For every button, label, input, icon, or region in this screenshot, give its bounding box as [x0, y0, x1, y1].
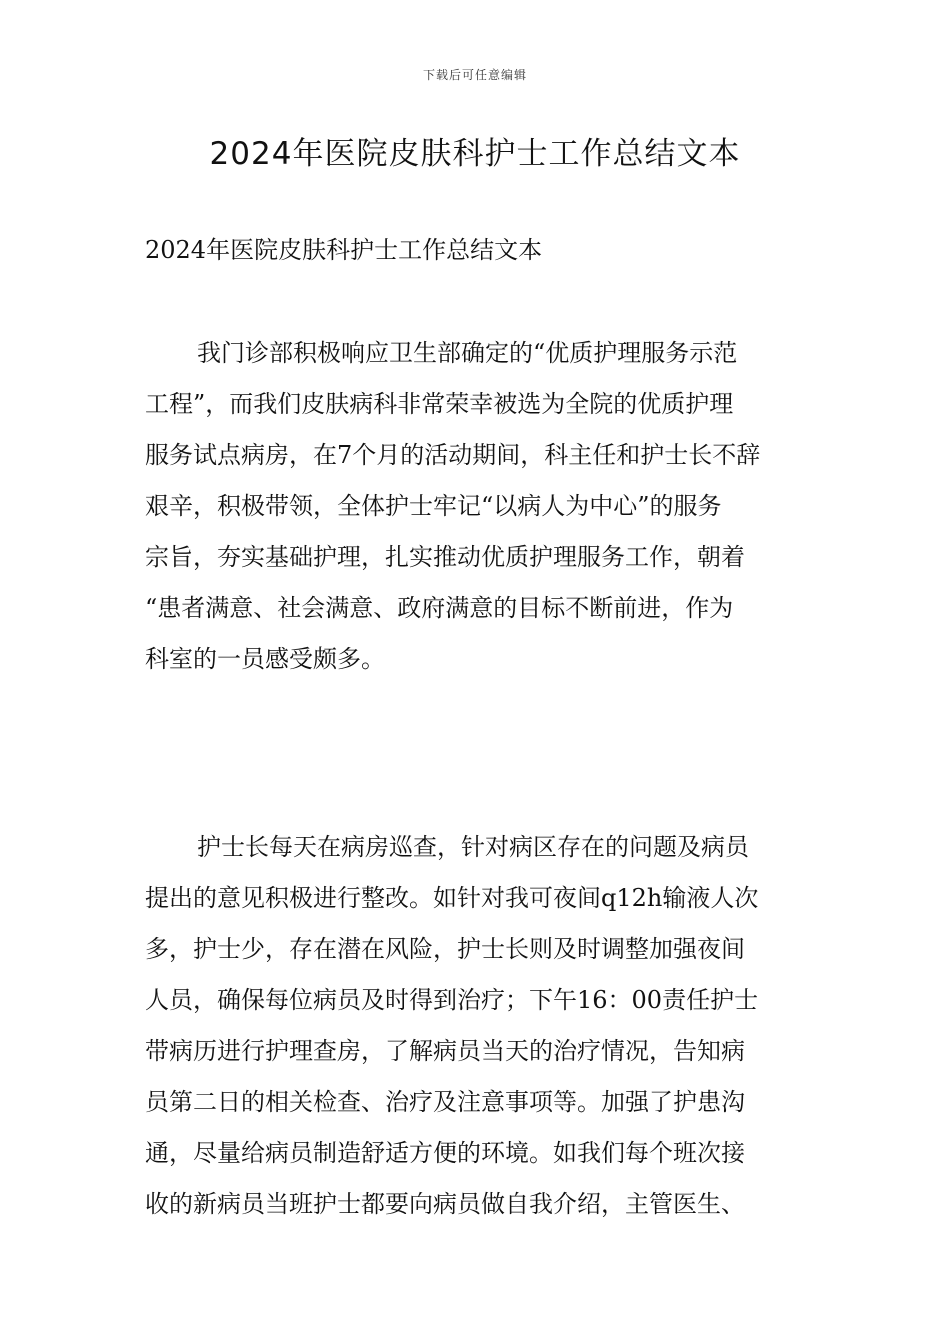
paragraph-line: 提出的意见积极进行整改。如针对我可夜间q12h输液人次: [145, 884, 759, 912]
paragraph-line: 我门诊部积极响应卫生部确定的“优质护理服务示范: [197, 339, 738, 367]
document-subtitle: 2024年医院皮肤科护士工作总结文本: [145, 236, 543, 264]
paragraph-line: 通，尽量给病员制造舒适方便的环境。如我们每个班次接: [145, 1139, 745, 1167]
paragraph-line: 带病历进行护理查房，了解病员当天的治疗情况，告知病: [145, 1037, 745, 1065]
document-title: 2024年医院皮肤科护士工作总结文本: [209, 136, 741, 172]
paragraph-2: [145, 822, 807, 1230]
paragraph-line: 工程”，而我们皮肤病科非常荣幸被选为全院的优质护理: [145, 390, 734, 418]
header-note: 下载后可任意编辑: [422, 68, 527, 82]
paragraph-line: 员第二日的相关检查、治疗及注意事项等。加强了护患沟: [145, 1088, 745, 1116]
paragraph-line: 收的新病员当班护士都要向病员做自我介绍，主管医生、: [145, 1190, 745, 1218]
paragraph-line: “患者满意、社会满意、政府满意的目标不断前进，作为: [145, 594, 734, 622]
paragraph-line: 艰辛，积极带领，全体护士牢记“以病人为中心”的服务: [145, 492, 722, 520]
paragraph-line: 宗旨，夯实基础护理，扎实推动优质护理服务工作，朝着: [145, 543, 745, 571]
paragraph-line: 服务试点病房，在7个月的活动期间，科主任和护士长不辞: [145, 441, 761, 469]
paragraph-line: 科室的一员感受颇多。: [145, 645, 385, 673]
paragraph-line: 人员，确保每位病员及时得到治疗；下午16：00责任护士: [145, 986, 759, 1014]
paragraph-line: 护士长每天在病房巡查，针对病区存在的问题及病员: [197, 833, 749, 861]
paragraph-1: [145, 328, 807, 685]
paragraph-line: 多，护士少，存在潜在风险，护士长则及时调整加强夜间: [145, 935, 745, 963]
